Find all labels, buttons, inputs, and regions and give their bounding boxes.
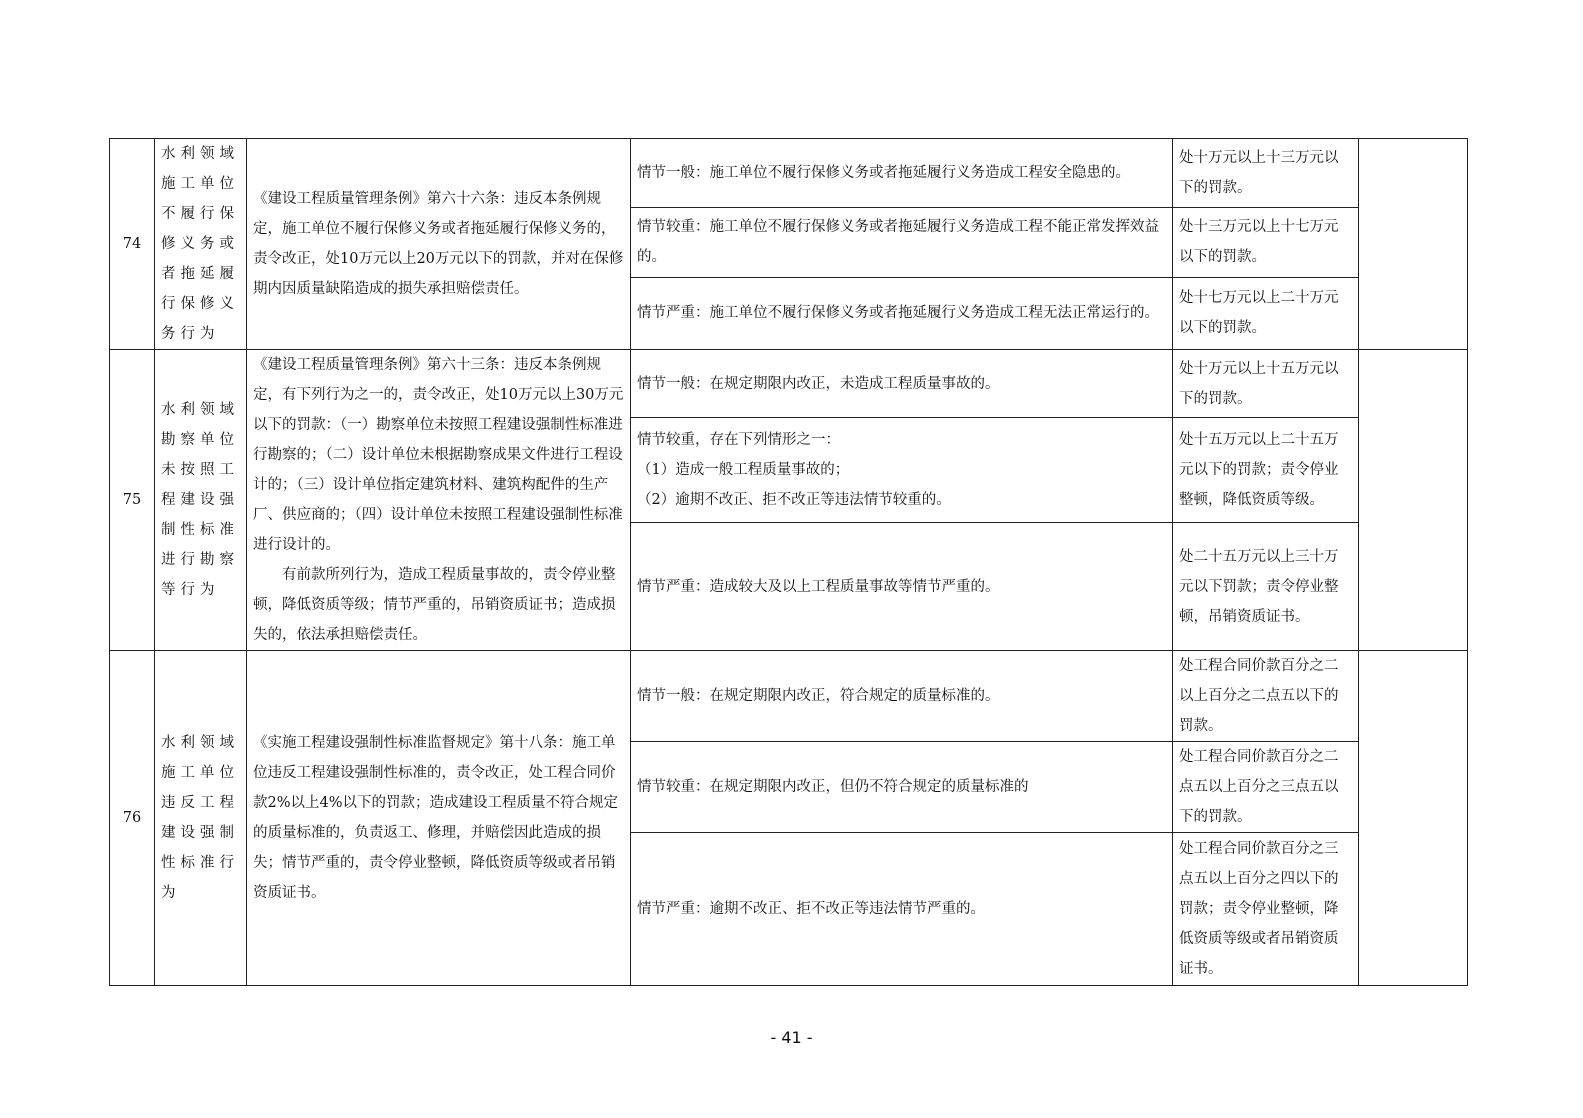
row-number: 74 bbox=[110, 139, 155, 350]
circumstance-text: 情节较重：在规定期限内改正，但仍不符合规定的质量标准的 bbox=[637, 779, 1029, 795]
legal-basis-paragraph: 《建设工程质量管理条例》第六十三条：违反本条例规定，有下列行为之一的，责令改正，处10万元以上30万元以下的罚款：（一）勘察单位未按照工程建设强制性标准进行勘察的；（二）设计单位未根据勘察成果文件进行工程设计的；（三）设计单位指定建筑材料、建筑构配件的生产厂、供应商的；（四）设计单位未按照工程建设强制性标准进行设计的。 bbox=[253, 357, 624, 553]
circumstance-cell bbox=[631, 277, 1173, 350]
table-row bbox=[110, 139, 1468, 208]
penalty-standard: 处十七万元以上二十万元以下的罚款。 bbox=[1173, 277, 1359, 350]
circumstance-text: 情节一般：施工单位不履行保修义务或者拖延履行义务造成工程安全隐患的。 bbox=[637, 165, 1130, 182]
legal-basis-paragraph: 《实施工程建设强制性标准监督规定》第十八条：施工单位违反工程建设强制性标准的，责令改正，处工程合同价款2%以上4%以下的罚款；造成建设工程质量不符合规定的质量标准的，负责返工、修理，并赔偿因此造成的损失；情节严重的，责令停业整顿，降低资质等级或者吊销资质证书。 bbox=[253, 735, 619, 901]
circumstance-text: （1）造成一般工程质量事故的； bbox=[637, 462, 850, 479]
circumstance-text: 情节严重：施工单位不履行保修义务或者拖延履行义务造成工程无法正常运行的。 bbox=[637, 305, 1159, 322]
penalty-standard: 处十万元以上十五万元以下的罚款。 bbox=[1173, 350, 1359, 418]
circumstance-cell bbox=[631, 742, 1173, 833]
circumstance-text: 情节严重：造成较大及以上工程质量事故等情节严重的。 bbox=[637, 578, 1000, 595]
penalty-table bbox=[109, 138, 1468, 986]
circumstance-cell bbox=[631, 651, 1173, 742]
penalty-standard: 处十三万元以上十七万元以下的罚款。 bbox=[1173, 208, 1359, 277]
circumstance-text: 情节一般：在规定期限内改正，未造成工程质量事故的。 bbox=[637, 375, 1000, 392]
remarks-cell bbox=[1359, 651, 1468, 986]
penalty-standard: 处十万元以上十三万元以下的罚款。 bbox=[1173, 139, 1359, 208]
legal-basis bbox=[247, 139, 631, 350]
circumstance-cell bbox=[631, 208, 1173, 277]
violation-item: 水利领域施工单位不履行保修义务或者拖延履行保修义务行为 bbox=[155, 139, 247, 350]
circumstance-cell bbox=[631, 523, 1173, 651]
violation-item: 水利领域勘察单位未按照工程建设强制性标准进行勘察等行为 bbox=[155, 350, 247, 651]
legal-basis-paragraph: 有前款所列行为，造成工程质量事故的，责令停业整顿，降低资质等级；情节严重的，吊销资质证书；造成损失的，依法承担赔偿责任。 bbox=[253, 567, 616, 643]
penalty-standard: 处工程合同价款百分之二以上百分之二点五以下的罚款。 bbox=[1173, 651, 1359, 742]
table-row bbox=[110, 350, 1468, 418]
row-number: 75 bbox=[110, 350, 155, 651]
circumstance-text: 情节一般：在规定期限内改正，符合规定的质量标准的。 bbox=[637, 688, 1000, 704]
circumstance-text: （2）逾期不改正、拒不改正等违法情节较重的。 bbox=[637, 492, 951, 509]
remarks-cell bbox=[1359, 139, 1468, 350]
circumstance-cell bbox=[631, 833, 1173, 986]
circumstance-text: 情节较重：施工单位不履行保修义务或者拖延履行义务造成工程不能正常发挥效益的。 bbox=[637, 219, 1159, 266]
table-row bbox=[110, 651, 1468, 742]
penalty-standard: 处十五万元以上二十五万元以下的罚款；责令停业整顿，降低资质等级。 bbox=[1173, 418, 1359, 523]
legal-basis-paragraph: 《建设工程质量管理条例》第六十六条：违反本条例规定，施工单位不履行保修义务或者拖延履行保修义务的，责令改正，处10万元以上20万元以下的罚款，并对在保修期内因质量缺陷造成的损失承担赔偿责任。 bbox=[253, 191, 624, 297]
circumstance-text: 情节严重：逾期不改正、拒不改正等违法情节严重的。 bbox=[637, 901, 985, 917]
circumstance-text: 情节较重，存在下列情形之一： bbox=[637, 432, 840, 449]
penalty-standard: 处二十五万元以上三十万元以下罚款；责令停业整顿，吊销资质证书。 bbox=[1173, 523, 1359, 651]
legal-basis bbox=[247, 350, 631, 651]
remarks-cell bbox=[1359, 350, 1468, 651]
circumstance-cell bbox=[631, 139, 1173, 208]
circumstance-cell bbox=[631, 350, 1173, 418]
circumstance-cell bbox=[631, 418, 1173, 523]
row-number: 76 bbox=[110, 651, 155, 986]
penalty-standard: 处工程合同价款百分之三点五以上百分之四以下的罚款；责令停业整顿，降低资质等级或者吊销资质证书。 bbox=[1173, 833, 1359, 986]
page-number: - 41 - bbox=[770, 1028, 813, 1047]
violation-item: 水利领域施工单位违反工程建设强制性标准行为 bbox=[155, 651, 247, 986]
penalty-standard: 处工程合同价款百分之二点五以上百分之三点五以下的罚款。 bbox=[1173, 742, 1359, 833]
legal-basis bbox=[247, 651, 631, 986]
